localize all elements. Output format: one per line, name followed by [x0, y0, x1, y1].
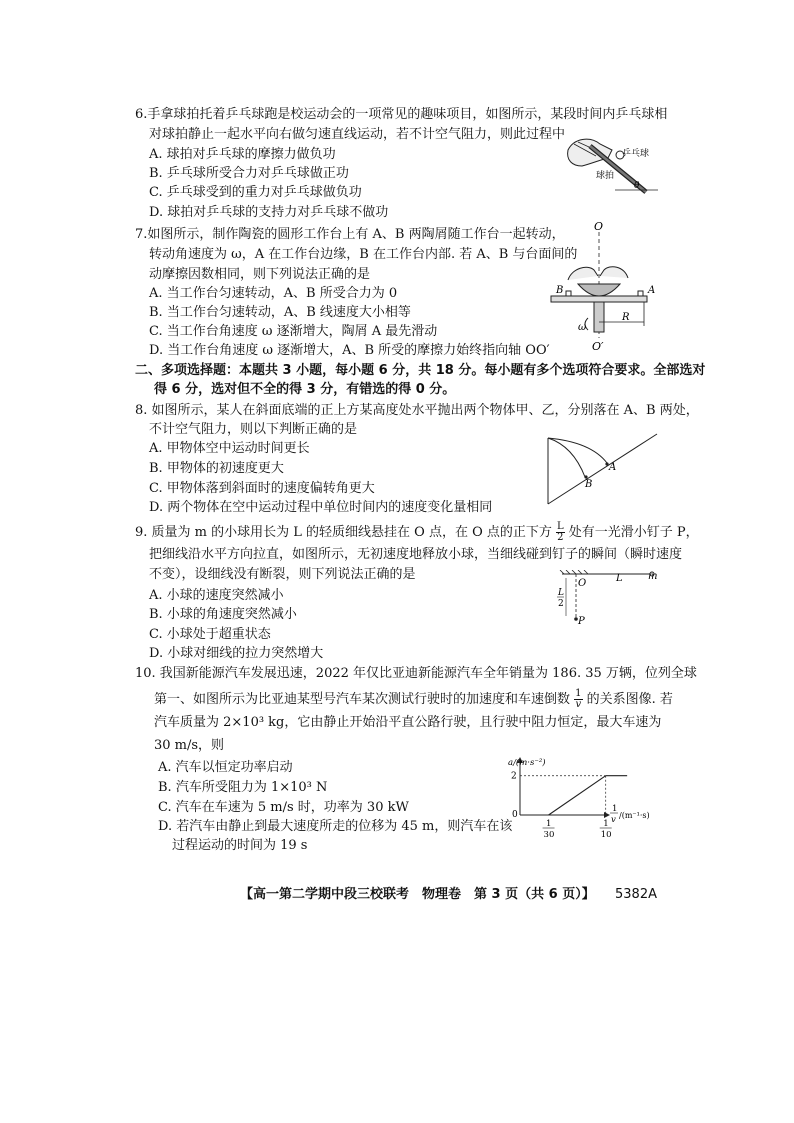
- chart-x-tick-1-30-num: 1: [546, 819, 552, 829]
- chart-y-tick-2: 2: [511, 771, 517, 782]
- q9-label-m: m: [648, 571, 658, 582]
- chart-series-segment: [549, 776, 606, 815]
- q7-option-a: A. 当工作台匀速转动，A、B 所受合力为 0: [149, 286, 398, 301]
- q7-pottery-wheel-figure: [548, 218, 658, 352]
- q6-option-a: A. 球拍对乒乓球的摩擦力做负功: [149, 147, 336, 162]
- chart-x-tick-1-30-den: 30: [543, 830, 555, 840]
- chart-y-label: a/(m·s⁻²): [508, 758, 546, 768]
- q6-ball-label: 乒乓球: [622, 149, 650, 159]
- q8-stem-line2: 不计空气阻力，则以下判断正确的是: [149, 422, 358, 437]
- q10-stem-line4: 30 m/s，则: [154, 738, 225, 753]
- q10-stem-line3: 汽车质量为 2×10³ kg，它由静止开始沿平直公路行驶，且行驶中阻力恒定，最大车速为: [154, 715, 662, 730]
- chart-x-label-den: v: [611, 815, 616, 825]
- q8-stem-line1: 8. 如图所示，某人在斜面底端的正上方某高度处水平抛出两个物体甲、乙，分别落在 A、B 两处，: [135, 403, 699, 418]
- section2-heading-line2: 得 6 分，选对但不全的得 3 分，有错选的得 0 分。: [154, 382, 456, 397]
- q8-label-b: B: [585, 479, 593, 490]
- q7-stem-line2: 转动角速度为 ω，A 在工作台边缘，B 在工作台内部. 若 A、B 与台面间的: [149, 247, 578, 262]
- q7-label-o-prime: O′: [592, 340, 604, 352]
- q9-stem-line2: 把细线沿水平方向拉直，如图所示，无初速度地释放小球，当细线碰到钉子的瞬间（瞬时速度: [149, 547, 683, 562]
- q9-fraction-den: 2: [557, 532, 564, 543]
- q7-option-b: B. 当工作台匀速转动，A、B 线速度大小相等: [149, 305, 411, 320]
- q6-option-d: D. 球拍对乒乓球的支持力对乒乓球不做功: [149, 205, 389, 220]
- q9-stem-line1-pre: 9. 质量为 m 的小球用长为 L 的轻质细线悬挂在 O 点，在 O 点的正下方: [135, 525, 552, 540]
- q10-option-a: A. 汽车以恒定功率启动: [158, 760, 293, 775]
- q6-option-c: C. 乒乓球受到的重力对乒乓球做负功: [149, 185, 362, 200]
- chart-origin-label: 0: [512, 810, 518, 820]
- q8-label-a: A: [609, 462, 617, 473]
- q7-label-r: R: [622, 312, 630, 323]
- q6-stem-line1: 6.手拿球拍托着乒乓球跑是校运动会的一项常见的趣味项目，如图所示，某段时间内乒乓球相: [135, 107, 668, 122]
- q10-option-d-cont: 过程运动的时间为 19 s: [172, 838, 308, 853]
- q10-stem-line2-post: 的关系图像. 若: [586, 692, 673, 707]
- chart-x-label-num: 1: [612, 804, 618, 814]
- q6-stem-line2: 对球拍静止一起水平向右做匀速直线运动，若不计空气阻力，则此过程中: [149, 127, 566, 142]
- q9-half-num: L: [558, 588, 564, 598]
- q9-option-b: B. 小球的角速度突然减小: [149, 607, 297, 622]
- q8-option-a: A. 甲物体空中运动时间更长: [149, 441, 310, 456]
- q9-stem-line1: [135, 522, 699, 543]
- q9-stem-line3: 不变），设细线没有断裂，则下列说法正确的是: [149, 567, 416, 582]
- q8-projectile-figure: [545, 432, 660, 508]
- q10-option-c: C. 汽车在车速为 5 m/s 时，功率为 30 kW: [158, 800, 409, 815]
- q10-fraction: [574, 689, 582, 710]
- chart-x-label-unit: /(m⁻¹·s): [619, 811, 650, 820]
- q8-option-c: C. 甲物体落到斜面时的速度偏转角更大: [149, 481, 375, 496]
- q9-option-d: D. 小球对细线的拉力突然增大: [149, 646, 324, 661]
- q9-fraction-num: L: [557, 521, 564, 532]
- q9-pendulum-figure: [556, 570, 666, 638]
- q7-label-b: B: [556, 285, 564, 296]
- q6-angle-label: θ: [634, 181, 640, 191]
- q10-stem-line2-pre: 第一、如图所示为比亚迪某型号汽车某次测试行驶时的加速度和车速倒数: [154, 692, 571, 707]
- q9-option-c: C. 小球处于超重状态: [149, 627, 271, 642]
- accel-vs-inverse-speed-chart: [490, 755, 660, 847]
- q10-fraction-num: 1: [575, 688, 582, 699]
- q7-option-c: C. 当工作台角速度 ω 逐渐增大，陶屑 A 最先滑动: [149, 324, 438, 339]
- q7-stem-line3: 动摩擦因数相同，则下列说法正确的是: [149, 267, 371, 282]
- q9-half-den: 2: [558, 599, 564, 609]
- q10-fraction-den: v: [575, 699, 582, 710]
- q10-stem-line2: [154, 689, 673, 710]
- q6-option-b: B. 乒乓球所受合力对乒乓球做正功: [149, 166, 349, 181]
- q8-option-b: B. 甲物体的初速度更大: [149, 461, 284, 476]
- q7-label-omega: ω: [578, 322, 587, 333]
- q9-label-o: O: [578, 578, 587, 589]
- q7-option-d: D. 当工作台角速度 ω 逐渐增大，A、B 所受的摩擦力始终指向轴 OO′: [149, 343, 550, 358]
- q10-option-d: D. 若汽车由静止到最大速度所走的位移为 45 m，则汽车在该: [158, 819, 513, 834]
- q7-label-a: A: [648, 285, 656, 296]
- section2-heading-line1: 二、多项选择题：本题共 3 小题，每小题 6 分，共 18 分。每小题有多个选项符合要求。全部选对: [135, 363, 706, 378]
- q10-option-b: B. 汽车所受阻力为 1×10³ N: [158, 780, 328, 795]
- q9-stem-line1-post: 处有一光滑小钉子 P，: [568, 525, 699, 540]
- q7-label-o: O: [594, 220, 604, 233]
- q10-stem-line1: 10. 我国新能源汽车发展迅速，2022 年仅比亚迪新能源汽车全年销量为 186. 35 万辆，位列全球: [135, 666, 697, 681]
- chart-x-tick-1-10-den: 10: [600, 830, 612, 840]
- q8-option-d: D. 两个物体在空中运动过程中单位时间内的速度变化量相同: [149, 500, 493, 515]
- q9-option-a: A. 小球的速度突然减小: [149, 588, 284, 603]
- q9-fraction: [556, 522, 565, 543]
- q6-paddle-label: 球拍: [596, 171, 615, 181]
- q7-stem-line1: 7.如图所示，制作陶瓷的圆形工作台上有 A、B 两陶屑随工作台一起转动，: [135, 227, 565, 242]
- chart-x-tick-1-10-num: 1: [603, 819, 609, 829]
- page-code: 5382A: [615, 887, 657, 902]
- page-footer: 【高一第二学期中段三校联考 物理卷 第 3 页（共 6 页）】: [240, 887, 595, 902]
- q9-label-p: P: [578, 616, 585, 627]
- q6-paddle-figure: [560, 130, 660, 195]
- q9-label-l: L: [616, 573, 623, 584]
